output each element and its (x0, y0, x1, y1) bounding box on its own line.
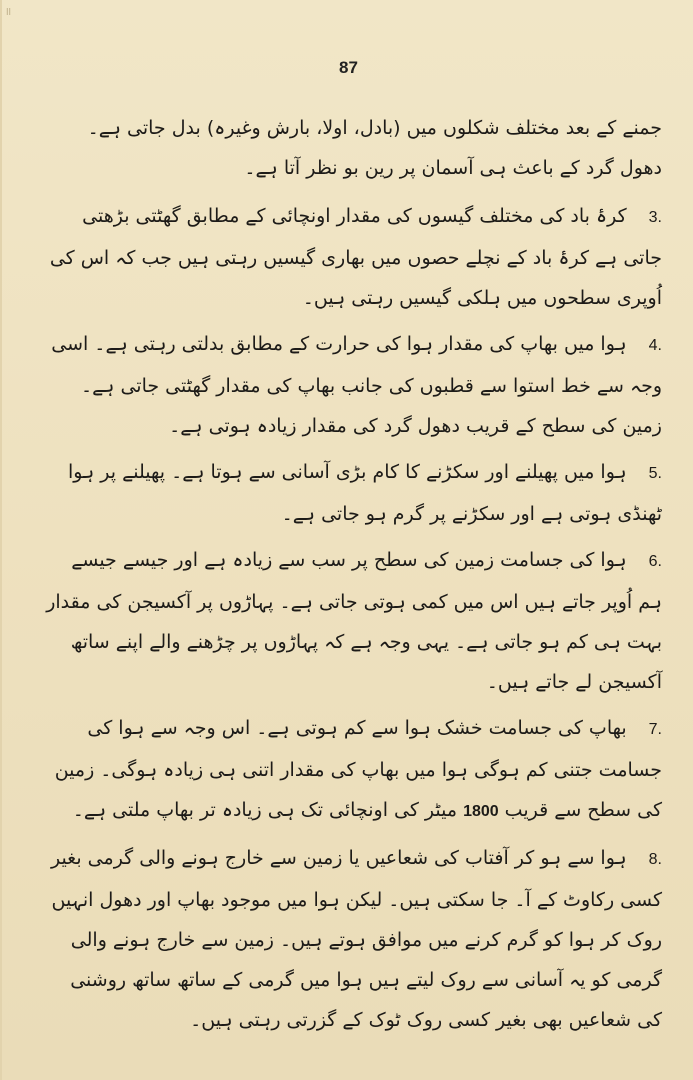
paragraph-6 (42, 540, 662, 702)
paragraph-text: ہوا میں پھیلنے اور سکڑنے کا کام بڑی آسانی سے ہوتا ہے۔ پھیلنے پر ہوا ٹھنڈی ہوتی ہے اور سکڑنے پر گرم ہو جاتی ہے۔ (68, 461, 662, 525)
paragraph-number: 4. (648, 337, 662, 354)
page-number: 87 (339, 58, 358, 77)
paragraph-text: ہوا کی جسامت زمین کی سطح پر سب سے زیادہ ہے اور جیسے جیسے ہم اُوپر جاتے ہیں اس میں کمی ہوتی جاتی ہے۔ پہاڑوں پر آکسیجن کی مقدار بہت ہی کم ہو جاتی ہے۔ یہی وجہ ہے کہ پہاڑوں پر چڑھنے والے اپنے ساتھ آکسیجن لے جاتے ہیں۔ (46, 549, 662, 693)
paragraph-7 (42, 708, 662, 832)
page-body (42, 108, 662, 1046)
paragraph-4 (42, 324, 662, 446)
height-value: 1800 (463, 803, 499, 820)
paragraph-text-before: بھاپ کی جسامت خشک ہوا سے کم ہوتی ہے۔ اس وجہ سے ہوا کی جسامت جتنی کم ہوگی ہوا میں بھاپ کی مقدار اتنی ہی زیادہ ہوگی۔ زمین کی سطح سے قریب (54, 717, 662, 821)
paragraph-text: جمنے کے بعد مختلف شکلوں میں (بادل، اولا، بارش وغیرہ) بدل جاتی ہے۔ دھول گرد کے باعث ہی آسمان پر رین بو نظر آتا ہے۔ (87, 117, 662, 179)
paragraph-number: 6. (648, 553, 662, 570)
paragraph-text-after: میٹر کی اونچائی تک ہی زیادہ تر بھاپ ملتی ہے۔ (72, 799, 458, 821)
paragraph-number: 3. (648, 209, 662, 226)
paragraph-number: 7. (648, 721, 662, 738)
paragraph-3 (42, 196, 662, 318)
paragraph-text: ہوا سے ہو کر آفتاب کی شعاعیں یا زمین سے خارج ہونے والی گرمی بغیر کسی رکاوٹ کے آ۔ جا سکتی ہیں۔ لیکن ہوا میں موجود بھاپ اور دھول انہیں روک کر ہوا کو گرم کرنے میں موافق ہوتے ہیں۔ زمین سے خارج ہونے والی گرمی کو یہ آسانی سے روک لیتے ہیں ہوا میں گرمی کے ساتھ ساتھ روشنی کی شعاعیں بھی بغیر کسی روک ٹوک کے گزرتی رہتی ہیں۔ (50, 847, 662, 1031)
paragraph-8 (42, 838, 662, 1040)
paragraph-5 (42, 452, 662, 534)
paragraph-number: 8. (648, 851, 662, 868)
paragraph-text: کرۂ باد کی مختلف گیسوں کی مقدار اونچائی کے مطابق گھٹتی بڑھتی جاتی ہے کرۂ باد کے نچلے حصوں میں بھاری گیسیں رہتی ہیں جب کہ اس کی اُوپری سطحوں میں ہلکی گیسیں رہتی ہیں۔ (49, 205, 662, 309)
paragraph-continued (42, 108, 662, 188)
margin-mark: اا (6, 8, 12, 18)
paragraph-text: ہوا میں بھاپ کی مقدار ہوا کی حرارت کے مطابق بدلتی رہتی ہے۔ اسی وجہ سے خط استوا سے قطبوں کی جانب بھاپ کی مقدار گھٹتی جاتی ہے۔ زمین کی سطح کے قریب دھول گرد کی مقدار زیادہ ہوتی ہے۔ (51, 333, 662, 437)
paragraph-number: 5. (648, 465, 662, 482)
